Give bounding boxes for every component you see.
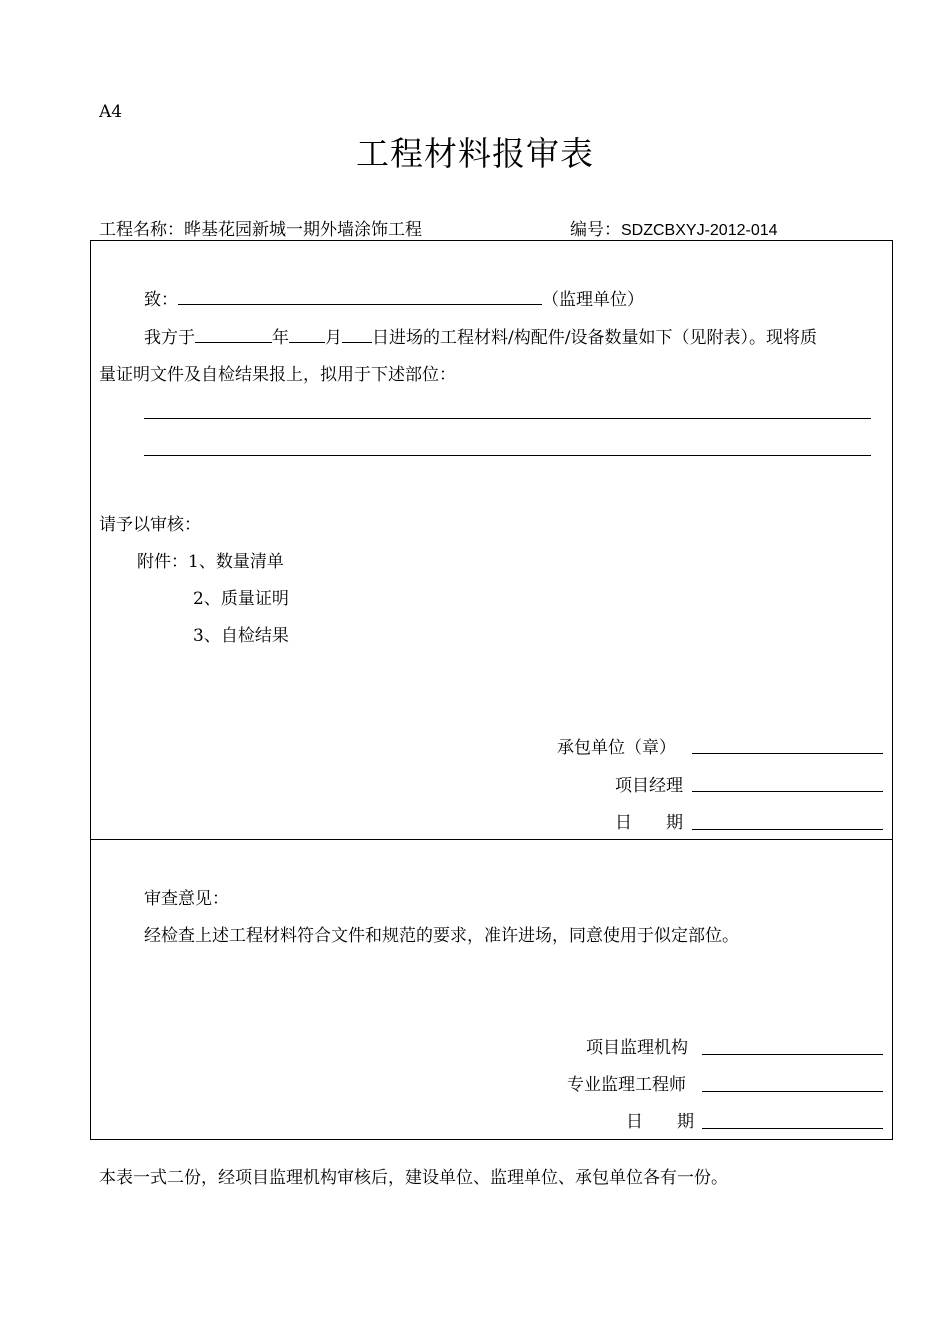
year-label: 年 [272, 328, 289, 348]
entry-paragraph-line2: 量证明文件及自检结果报上，拟用于下述部位： [99, 365, 456, 385]
number-label: 编号： [570, 220, 621, 240]
opinion-label: 审查意见： [144, 889, 229, 909]
to-suffix: （监理单位） [542, 290, 644, 310]
supervisor-unit-field[interactable] [178, 286, 542, 305]
manager-sign-label: 项目经理 [615, 776, 683, 796]
p1-prefix: 我方于 [144, 328, 195, 348]
attachment-item: 3、自检结果 [193, 626, 289, 646]
opinion-text: 经检查上述工程材料符合文件和规范的要求，准许进场，同意使用于似定部位。 [144, 926, 739, 946]
project-name: 晔基花园新城一期外墙涂饰工程 [184, 220, 422, 240]
contractor-sign-label: 承包单位（章） [557, 738, 676, 758]
day-field[interactable] [342, 324, 372, 343]
date-sign-field[interactable] [692, 829, 883, 830]
location-line-1[interactable] [144, 418, 871, 419]
engineer-sign-label: 专业监理工程师 [567, 1075, 686, 1095]
attachment-item: 2、质量证明 [193, 589, 289, 609]
footer-note: 本表一式二份，经项目监理机构审核后，建设单位、监理单位、承包单位各有一份。 [99, 1168, 728, 1188]
contractor-sign-field[interactable] [692, 753, 883, 754]
project-name-line [99, 215, 422, 240]
form-code: A4 [99, 102, 123, 122]
attachment-label: 附件： [137, 552, 188, 572]
form-number-line [570, 215, 778, 240]
review-date-field[interactable] [702, 1128, 883, 1129]
number-value: SDZCBXYJ-2012-014 [621, 222, 778, 239]
entry-paragraph-line1 [144, 323, 817, 348]
project-label: 工程名称： [99, 220, 184, 240]
manager-sign-field[interactable] [692, 791, 883, 792]
year-field[interactable] [195, 324, 272, 343]
supervision-org-field[interactable] [702, 1054, 883, 1055]
attachment-line-1 [137, 547, 284, 572]
location-line-2[interactable] [144, 455, 871, 456]
page-title: 工程材料报审表 [356, 134, 594, 173]
request-text: 请予以审核： [99, 515, 201, 535]
attachment-item: 1、数量清单 [188, 552, 284, 572]
review-date-label: 日 期 [626, 1112, 694, 1132]
supervision-org-label: 项目监理机构 [586, 1038, 688, 1058]
month-field[interactable] [289, 324, 325, 343]
date-sign-label: 日 期 [615, 813, 683, 833]
p1-rest: 日进场的工程材料/构配件/设备数量如下（见附表）。现将质 [372, 328, 817, 348]
to-label: 致： [144, 290, 178, 310]
to-line [144, 285, 644, 310]
engineer-sign-field[interactable] [702, 1091, 883, 1092]
month-label: 月 [325, 328, 342, 348]
